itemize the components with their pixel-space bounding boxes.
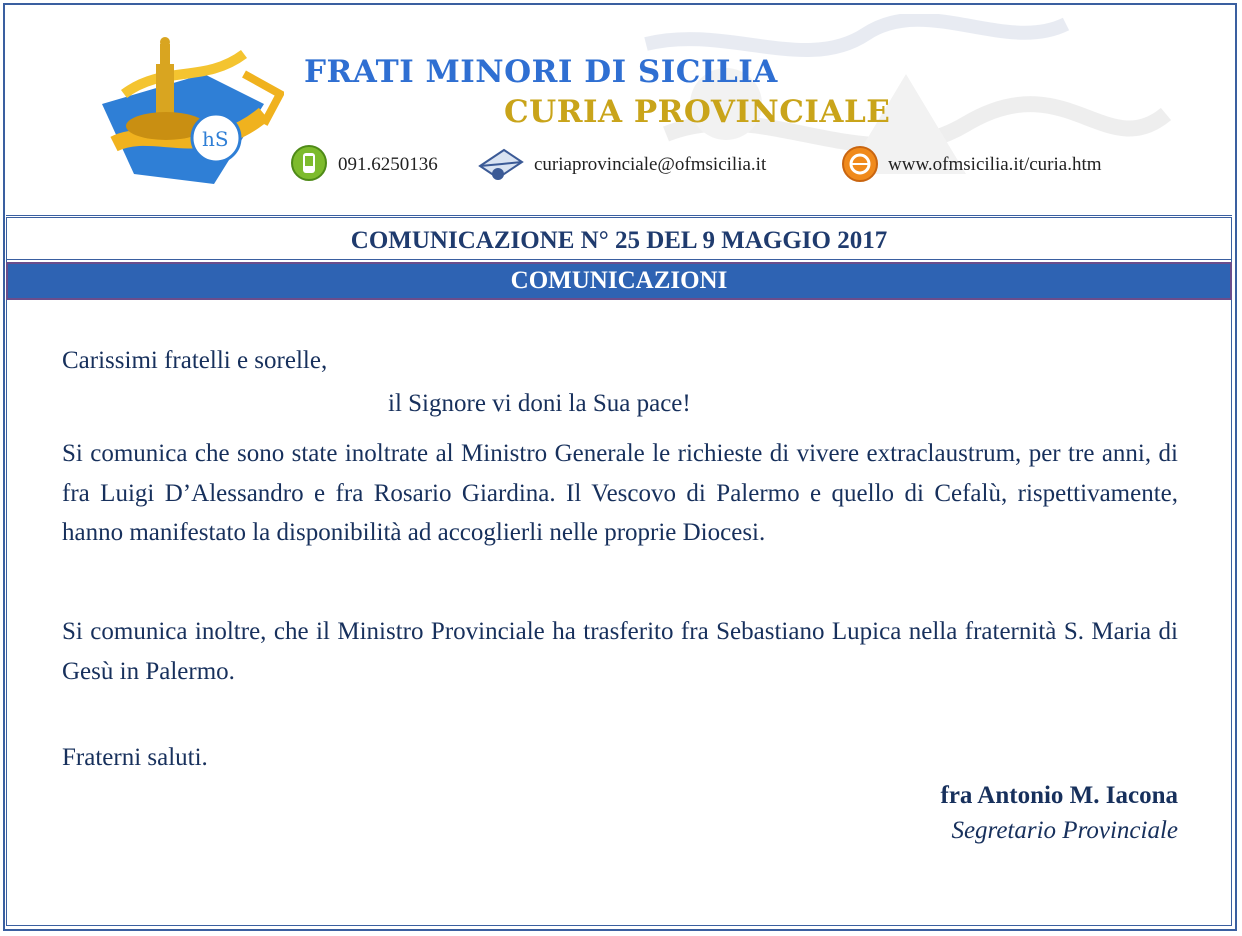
signature-role: Segretario Provinciale bbox=[951, 817, 1178, 844]
phone-number[interactable]: 091.6250136 bbox=[338, 154, 438, 175]
email-icon bbox=[476, 144, 526, 184]
communication-title: COMUNICAZIONE N° 25 DEL 9 MAGGIO 2017 bbox=[350, 227, 888, 254]
letterhead bbox=[6, 6, 1232, 218]
email-address[interactable]: curiaprovinciale@ofmsicilia.it bbox=[534, 154, 767, 175]
contact-bar bbox=[290, 142, 1190, 186]
signature-name: fra Antonio M. Iacona bbox=[940, 782, 1178, 809]
website-url[interactable]: www.ofmsicilia.it/curia.htm bbox=[888, 154, 1102, 175]
logo-emblem bbox=[94, 34, 284, 204]
section-title: COMUNICAZIONI bbox=[510, 267, 728, 294]
org-subtitle: CURIA PROVINCIALE bbox=[504, 94, 891, 130]
org-title: FRATI MINORI DI SICILIA bbox=[304, 54, 778, 90]
web-icon bbox=[838, 144, 882, 184]
blessing: il Signore vi doni la Sua pace! bbox=[388, 390, 691, 417]
paragraph-2: Si comunica inoltre, che il Ministro Provinciale ha trasferito fra Sebastiano Lupica nella fraternità S. Maria di Gesù in Palermo. bbox=[62, 618, 1178, 685]
salutation: Carissimi fratelli e sorelle, bbox=[62, 347, 328, 374]
section-bar bbox=[6, 262, 1232, 300]
communication-header bbox=[6, 222, 1232, 260]
paragraph-1: Si comunica che sono state inoltrate al Ministro Generale le richieste di vivere extraclaustrum, per tre anni, di fra Luigi D’Alessandro e fra Rosario Giardina. Il Vescovo di Palermo e quello di Cefalù, rispettivamente, hanno manifestato la disponibilità ad accoglierli nelle proprie Diocesi. bbox=[62, 440, 1178, 546]
phone-icon bbox=[290, 144, 328, 182]
svg-text:hS: hS bbox=[202, 127, 229, 151]
closing: Fraterni saluti. bbox=[62, 744, 208, 771]
